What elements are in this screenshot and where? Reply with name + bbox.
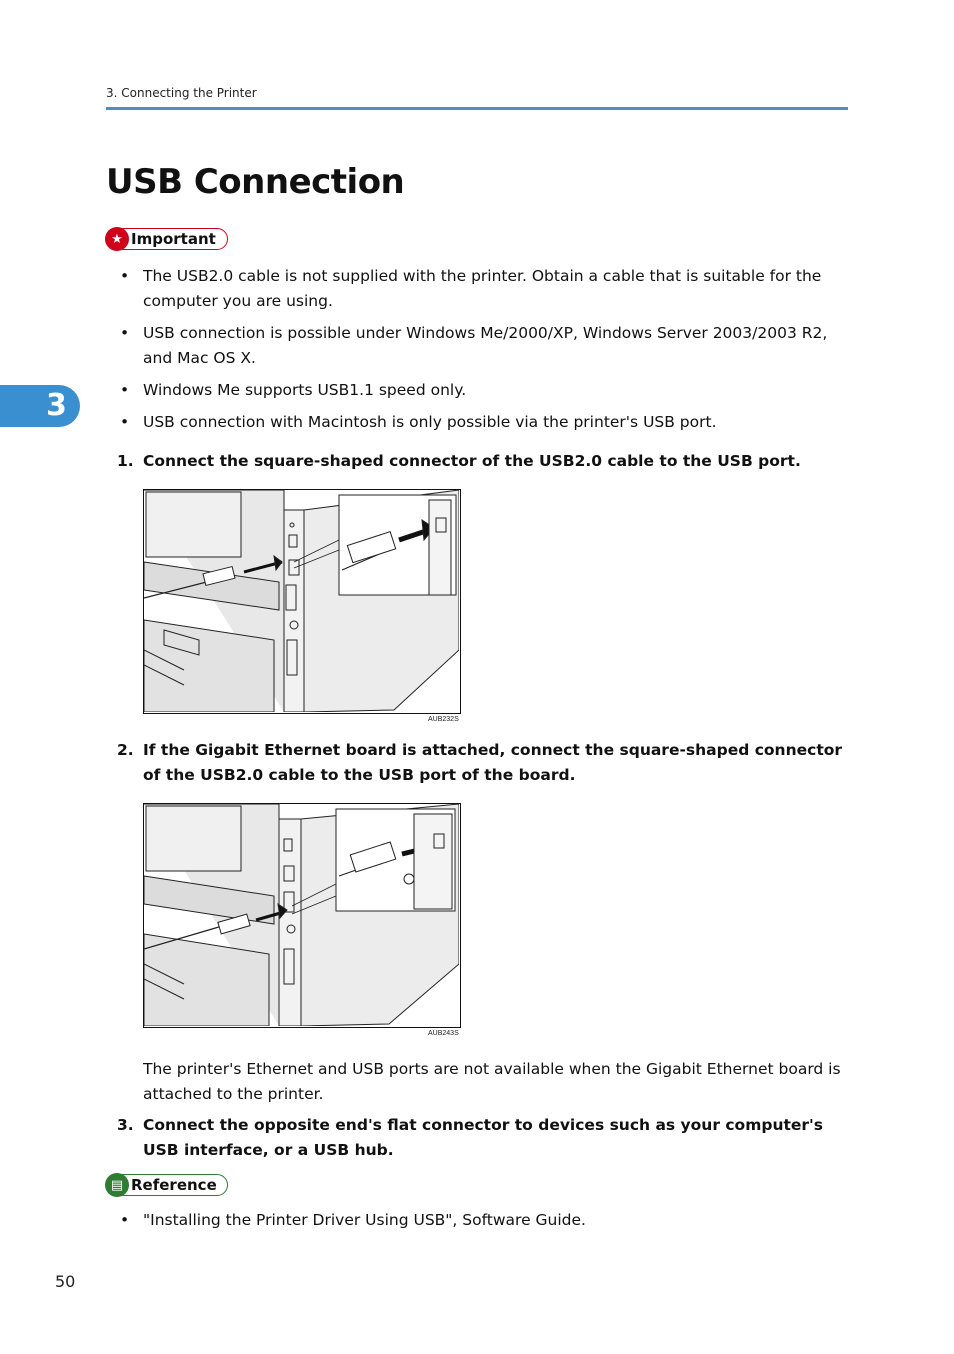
step-number: 1. (117, 452, 134, 470)
note-icon: ▤ (105, 1173, 129, 1197)
chapter-tab (0, 385, 80, 427)
step-text: Connect the square-shaped connector of the USB2.0 cable to the USB port. (143, 452, 801, 470)
page-number: 50 (55, 1272, 76, 1291)
step-text: If the Gigabit Ethernet board is attached, connect the square-shaped connector of the USB2.0 cable to the USB port of the board. (143, 741, 843, 784)
step-2 (117, 738, 852, 788)
header-divider (106, 107, 848, 110)
step-3 (117, 1113, 852, 1163)
reference-label: Reference (131, 1176, 217, 1194)
reference-list (120, 1208, 850, 1240)
page-title: USB Connection (106, 162, 405, 202)
important-list (120, 264, 850, 442)
list-item: • "Installing the Printer Driver Using USB", Software Guide. (120, 1208, 850, 1233)
important-label: Important (131, 230, 216, 248)
printer-illustration (144, 804, 459, 1026)
reference-badge (106, 1174, 228, 1196)
step-2-note: The printer's Ethernet and USB ports are not available when the Gigabit Ethernet board is attached to the printer. (143, 1060, 841, 1103)
step-number: 3. (117, 1116, 134, 1134)
printer-usb-figure-2 (143, 803, 461, 1028)
list-item: • Windows Me supports USB1.1 speed only. (120, 378, 850, 403)
figure-code: AUB232S (428, 716, 459, 723)
step-number: 2. (117, 741, 134, 759)
list-item: • The USB2.0 cable is not supplied with the printer. Obtain a cable that is suitable for the computer you are using. (120, 264, 850, 314)
list-item: • USB connection is possible under Windows Me/2000/XP, Windows Server 2003/2003 R2, and Mac OS X. (120, 321, 850, 371)
step-1 (117, 449, 852, 474)
important-badge (106, 228, 228, 250)
running-header: 3. Connecting the Printer (106, 86, 257, 100)
list-item: • USB connection with Macintosh is only possible via the printer's USB port. (120, 410, 850, 435)
printer-illustration (144, 490, 459, 712)
step-text: Connect the opposite end's flat connector to devices such as your computer's USB interface, or a USB hub. (143, 1116, 824, 1159)
printer-usb-figure-1 (143, 489, 461, 714)
chapter-number: 3 (46, 388, 67, 423)
figure-code: AUB243S (428, 1030, 459, 1037)
star-icon: ★ (105, 227, 129, 251)
